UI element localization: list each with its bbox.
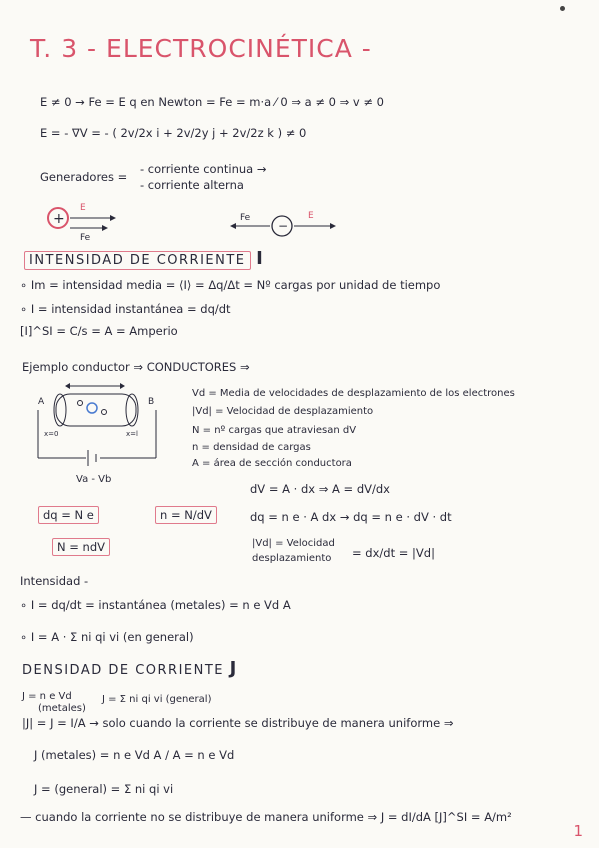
current-density-metals-tag: (metales) <box>38 703 86 714</box>
intensity-unit: [I]^SI = C/s = A = Amperio <box>20 324 178 338</box>
n-box2-text: N = ndV <box>52 538 110 556</box>
svg-text:A: A <box>38 397 45 407</box>
generators-label: Generadores = <box>40 170 128 184</box>
heading-densidad-symbol: J <box>229 658 238 679</box>
current-density-metals: J = n e Vd <box>22 691 72 702</box>
charge-element: dq = n e · A dx → dq = n e · dV · dt <box>250 510 452 524</box>
n-box-text: n = N/dV <box>155 506 217 524</box>
svg-text:Fe: Fe <box>240 213 251 223</box>
conductor-sketch <box>30 378 165 468</box>
charges-count-def: N = nº cargas que atraviesan dV <box>192 425 357 436</box>
instantaneous-intensity: ∘ I = intensidad instantánea = dq/dt <box>20 302 231 316</box>
svg-text:B: B <box>148 397 155 407</box>
volume-element: dV = A · dx ⇒ A = dV/dx <box>250 482 390 496</box>
svg-text:+: + <box>53 211 65 227</box>
equation-line-1: E ≠ 0 → Fe = E q en Newton = Fe = m·a ⁄ 0 ⇒ a ≠ 0 ⇒ v ≠ 0 <box>40 95 384 109</box>
page-title: T. 3 - ELECTROCINÉTICA - <box>30 34 372 63</box>
heading-intensidad-text: INTENSIDAD DE CORRIENTE <box>24 251 251 270</box>
current-density-nonuniform: — cuando la corriente no se distribuye de manera uniforme ⇒ J = dI/dA [J]^SI = A/m² <box>20 810 512 824</box>
equation-line-2: E = - ∇V = - ( 2v/2x i + 2v/2y j + 2v/2z k ) ≠ 0 <box>40 126 307 140</box>
page-hole-dot <box>560 6 565 11</box>
intensity-section-label: Intensidad - <box>20 574 89 588</box>
velocity-def-1: |Vd| = Velocidad <box>252 538 335 549</box>
heading-densidad <box>22 658 238 679</box>
current-density-metals-derivation: J (metales) = n e Vd A / A = n e Vd <box>34 748 235 762</box>
area-def: A = área de sección conductora <box>192 458 352 469</box>
svg-text:x=0: x=0 <box>44 430 59 438</box>
intensity-metals: ∘ I = dq/dt = instantánea (metales) = n e Vd A <box>20 598 291 612</box>
heading-intensidad-symbol: I <box>256 248 265 269</box>
velocity-def-3: = dx/dt = |Vd| <box>352 546 435 560</box>
mean-intensity: ∘ Im = intensidad media = ⟨I⟩ = Δq/Δt = Nº cargas por unidad de tiempo <box>20 278 441 292</box>
n-box2-formula <box>52 540 110 554</box>
dq-box-text: dq = N e <box>38 506 99 524</box>
svg-text:−: − <box>278 219 289 233</box>
current-density-uniform: |J| = J = I/A → solo cuando la corriente se distribuye de manera uniforme ⇒ <box>22 716 454 730</box>
svg-text:Fe: Fe <box>80 233 91 243</box>
svg-text:E: E <box>80 203 86 213</box>
generator-alternating: - corriente alterna <box>140 178 244 192</box>
svg-text:E: E <box>308 211 314 221</box>
drift-velocity-def: Vd = Media de velocidades de desplazamiento de los electrones <box>192 388 515 399</box>
generator-continuous: - corriente continua → <box>140 162 267 176</box>
charge-force-sketch <box>40 198 340 248</box>
heading-intensidad <box>24 248 264 269</box>
potential-difference: Va - Vb <box>76 474 112 485</box>
current-density-general-sum: J = Σ ni qi vi (general) <box>102 694 212 705</box>
conductor-example-label: Ejemplo conductor ⇒ CONDUCTORES ⇒ <box>22 360 250 374</box>
svg-text:x=l: x=l <box>126 430 138 438</box>
charge-density-def: n = densidad de cargas <box>192 442 311 453</box>
heading-densidad-text: DENSIDAD DE CORRIENTE <box>22 663 225 678</box>
intensity-general: ∘ I = A · Σ ni qi vi (en general) <box>20 630 194 644</box>
page-number: 1 <box>573 822 583 840</box>
dq-box-formula <box>38 508 99 522</box>
drift-velocity-magnitude: |Vd| = Velocidad de desplazamiento <box>192 406 374 417</box>
current-density-general: J = (general) = Σ ni qi vi <box>34 782 174 796</box>
n-box-formula <box>155 508 217 522</box>
velocity-def-2: desplazamiento <box>252 553 332 564</box>
